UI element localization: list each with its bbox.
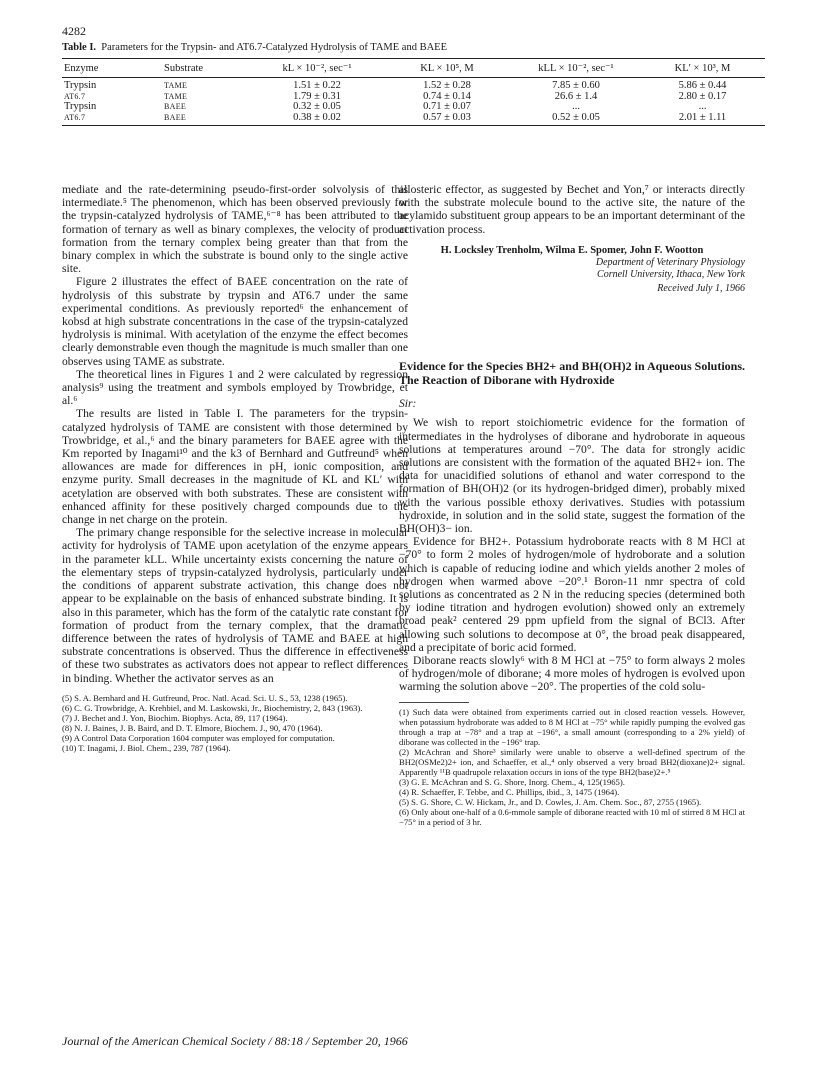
table-cell: AT6.7 — [62, 113, 162, 126]
parameters-table — [62, 58, 765, 126]
table-cell: TAME — [164, 91, 188, 101]
table-cell: 0.57 ± 0.03 — [382, 113, 512, 126]
table-cell: 0.74 ± 0.14 — [423, 90, 471, 102]
footnote: (7) J. Bechet and J. Yon, Biochim. Biophys. Acta, 89, 117 (1964). — [62, 712, 288, 723]
table-row — [62, 102, 765, 113]
left-column — [62, 183, 408, 753]
affiliation-department: Department of Veterinary Physiology — [595, 257, 745, 269]
footnote: (9) A Control Data Corporation 1604 computer was employed for computation. — [62, 732, 335, 743]
table-cell: TAME — [164, 81, 188, 90]
article-title: Evidence for the Species BH2+ and BH(OH)2 in Aqueous Solutions. The Reaction of Diborane with Hydroxide — [399, 359, 746, 388]
table-header-kl: kL × 10⁻², sec⁻¹ — [252, 59, 382, 76]
table-cell: 0.38 ± 0.02 — [252, 113, 382, 126]
salutation: Sir: — [399, 397, 417, 411]
footnote: (6) C. G. Trowbridge, A. Krehbiel, and M. Laskowski, Jr., Biochemistry, 2, 843 (1963). — [62, 702, 363, 713]
table-cell: BAEE — [162, 113, 252, 126]
footnote: (8) N. J. Baines, J. B. Baird, and D. T. Elmore, Biochem. J., 90, 470 (1964). — [62, 722, 323, 733]
received-date: Received July 1, 1966 — [657, 283, 745, 295]
body-paragraph: We wish to report stoichiometric evidence for the formation of intermediates in the hydrolyses of diborane and hydroborate in aqueous solutions at temperatures around −70°. The data for strongly acidic solutions are consistent with the formation of the aquated BH2+ ion. The data for unacidified solutions of ethanol and water correspond to the formation of BH(OH)2 (or its hydrogen-bridged dimer), probably mixed with the various possible ethoxy derivatives. Studies with potassium hydroxide, in solution and in the solid state, suggest the formation of the BH(OH)3− ion. — [399, 416, 745, 536]
table-cell: 5.86 ± 0.44 — [678, 80, 727, 91]
affiliation-university: Cornell University, Ithaca, New York — [597, 269, 745, 281]
table-cell: BAEE — [164, 102, 187, 111]
footnote-divider — [399, 702, 469, 703]
footnote: (5) S. G. Shore, C. W. Hickam, Jr., and D. Cowles, J. Am. Chem. Soc., 87, 2755 (1965). — [399, 796, 702, 807]
footnote: (6) Only about one-half of a 0.6-mmole sample of diborane reacted with 10 ml of stirred 8 M HCl at −75° in a period of 3 hr. — [399, 806, 745, 827]
table-row — [62, 92, 765, 103]
footnote: (4) R. Schaeffer, F. Tebbe, and C. Phillips, ibid., 3, 1475 (1964). — [399, 786, 620, 797]
table-cell: AT6.7 — [64, 91, 86, 101]
footnote: (2) McAchran and Shore³ similarly were unable to observe a well-defined spectrum of the BH2(OSMe2)2+ ion, and Schaeffer, et al.,⁴ only observed a very broad BH2(dioxane)2+ signal. Apparently ¹¹B quadrupole relaxation occurs in ions of the type BH2(base)2+.⁵ — [399, 746, 745, 777]
table-cell: 0.52 ± 0.05 — [512, 113, 640, 126]
authors: H. Locksley Trenholm, Wilma E. Spomer, John F. Wootton — [440, 244, 704, 256]
journal-footer: Journal of the American Chemical Society / 88:18 / September 20, 1966 — [62, 1034, 408, 1048]
footnote: (5) S. A. Bernhard and H. Gutfreund, Proc. Natl. Acad. Sci. U. S., 53, 1238 (1965). — [62, 692, 348, 703]
body-paragraph: The results are listed in Table I. The parameters for the trypsin-catalyzed hydrolysis of TAME are consistent with those determined by Trowbridge, et al.,⁶ and the binary parameters for BAEE agree with the Km reported by Inagami¹⁰ and the k3 of Bernhard and Gutfreund⁵ when allowances are made for differences in pH, ionic composition, and enzyme purity. Small decreases in the magnitude of KL and KL′ with acetylation are observed with both substrates. These are consistent with enhanced affinity for these positively charged compounds due to the change in net charge on the protein. — [62, 407, 408, 527]
table-cell: 2.01 ± 1.11 — [640, 113, 765, 126]
table-header-substrate: Substrate — [162, 59, 252, 76]
table-cell: 0.71 ± 0.07 — [423, 101, 471, 112]
table-cell: ... — [698, 101, 707, 112]
right-column — [399, 183, 745, 827]
table-header-enzyme: Enzyme — [62, 59, 162, 76]
body-paragraph: Figure 2 illustrates the effect of BAEE concentration on the rate of hydrolysis of this substrate by trypsin and AT6.7 under the same experimental conditions. As previously reported⁶ the enhancement of kobsd at high substrate concentrations in the case of the trypsin-catalyzed hydrolysis is minimal. With acetylation of the enzyme the effect becomes clearly demonstrable even though the magnitude is much smaller than one observes using TAME as substrate. — [62, 275, 408, 368]
table-label: Table I. — [62, 42, 97, 53]
table-cell: 2.80 ± 0.17 — [678, 90, 727, 102]
table-cell: 7.85 ± 0.60 — [552, 80, 600, 91]
table-header-KL: KL × 10⁵, M — [382, 59, 512, 76]
body-paragraph: Evidence for BH2+. Potassium hydroborate reacts with 8 M HCl at −70° to form 2 moles of hydrogen/mole of hydroborate and a solution which is capable of reducing iodine and which yields another 2 moles of hydrogen when warmed above −20°.¹ Boron-11 nmr spectra of cold solutions as concentrated as 2 N in the reducing species (determined both by iodine titration and hydrogen evolution) showed only an extremely broad peak² centered 29 ppm upfield from the signal of BCl3. After allowing such solutions to decompose at 0°, the broad peak disappeared, and a precipitate of boric acid formed. — [399, 535, 745, 654]
page-number: 4282 — [62, 24, 86, 38]
table-cell: 0.32 ± 0.05 — [293, 101, 341, 112]
table-cell: Trypsin — [64, 101, 97, 112]
body-paragraph: The theoretical lines in Figures 1 and 2 were calculated by regression analysis⁹ using the treatment and symbols employed by Trowbridge, et al.⁶ — [62, 367, 408, 408]
body-paragraph: mediate and the rate-determining pseudo-first-order solvolysis of this intermediate.⁵ The phenomenon, which has been observed previously for the trypsin-catalyzed hydrolysis of TAME,⁶⁻⁸ has been attributed to the formation of ternary as well as binary complexes, the velocity of product formation from the ternary complex being greater than that from the binary complex in which the substrate is bound only to the single active site. — [62, 183, 408, 276]
footnotes — [62, 693, 408, 753]
table-row — [62, 78, 765, 92]
table-cell: 1.79 ± 0.31 — [293, 90, 341, 102]
table-cell: 1.52 ± 0.28 — [423, 80, 471, 91]
table-caption — [62, 42, 447, 53]
table-cell: Trypsin — [64, 80, 97, 91]
table-caption-text: Parameters for the Trypsin- and AT6.7-Catalyzed Hydrolysis of TAME and BAEE — [101, 42, 448, 53]
table-cell: 26.6 ± 1.4 — [554, 90, 598, 102]
footnote: (10) T. Inagami, J. Biol. Chem., 239, 787 (1964). — [62, 742, 231, 753]
body-paragraph: The primary change responsible for the selective increase in molecular activity for hydrolysis of TAME upon acetylation of the enzyme appears in the parameter kLL. While uncertainty exists concerning the nature of the elementary steps of trypsin-catalyzed hydrolysis, particularly under the conditions of apparent substrate activation, this change does not appear to be explainable on the basis of enhanced substrate binding. It is also in this parameter, which has the form of the catalytic rate constant for formation of product from the ternary complex, that the dramatic difference between the rates of hydrolysis of TAME and BAEE at high substrate concentrations is observed. Thus the difference in effectiveness of these two substrates as activators does not appear to reflect differences in binding. Whether the activator serves as an — [62, 526, 408, 685]
table-row — [62, 113, 765, 126]
footnote: (1) Such data were obtained from experiments carried out in closed reaction vessels. However, when potassium hydroborate was added to 8 M HCl at −75° while rapidly pumping the evolved gas through a trap at −78° and a trap at −196°, a small amount (corresponding to a 2% yield) of diborane was collected in the −196° trap. — [399, 706, 745, 747]
footnotes — [399, 707, 745, 827]
table-header-KLprime: KL′ × 10³, M — [640, 59, 765, 76]
table-cell: 1.51 ± 0.22 — [293, 80, 341, 91]
body-paragraph: Diborane reacts slowly⁶ with 8 M HCl at −75° to form always 2 moles of hydrogen/mole of diborane; 4 more moles of hydrogen is evolved upon warming the solution above −20°. The properties of the cold solu- — [399, 654, 745, 694]
footnote: (3) G. E. McAchran and S. G. Shore, Inorg. Chem., 4, 125(1965). — [399, 776, 625, 787]
table-header-kll: kLL × 10⁻², sec⁻¹ — [512, 59, 640, 76]
body-paragraph: allosteric effector, as suggested by Bechet and Yon,⁷ or interacts directly with the substrate molecule bound to the active site, the nature of the acylamido substituent group appears to be an important determinant of the activation process. — [399, 183, 745, 236]
table-cell: ... — [572, 101, 580, 112]
